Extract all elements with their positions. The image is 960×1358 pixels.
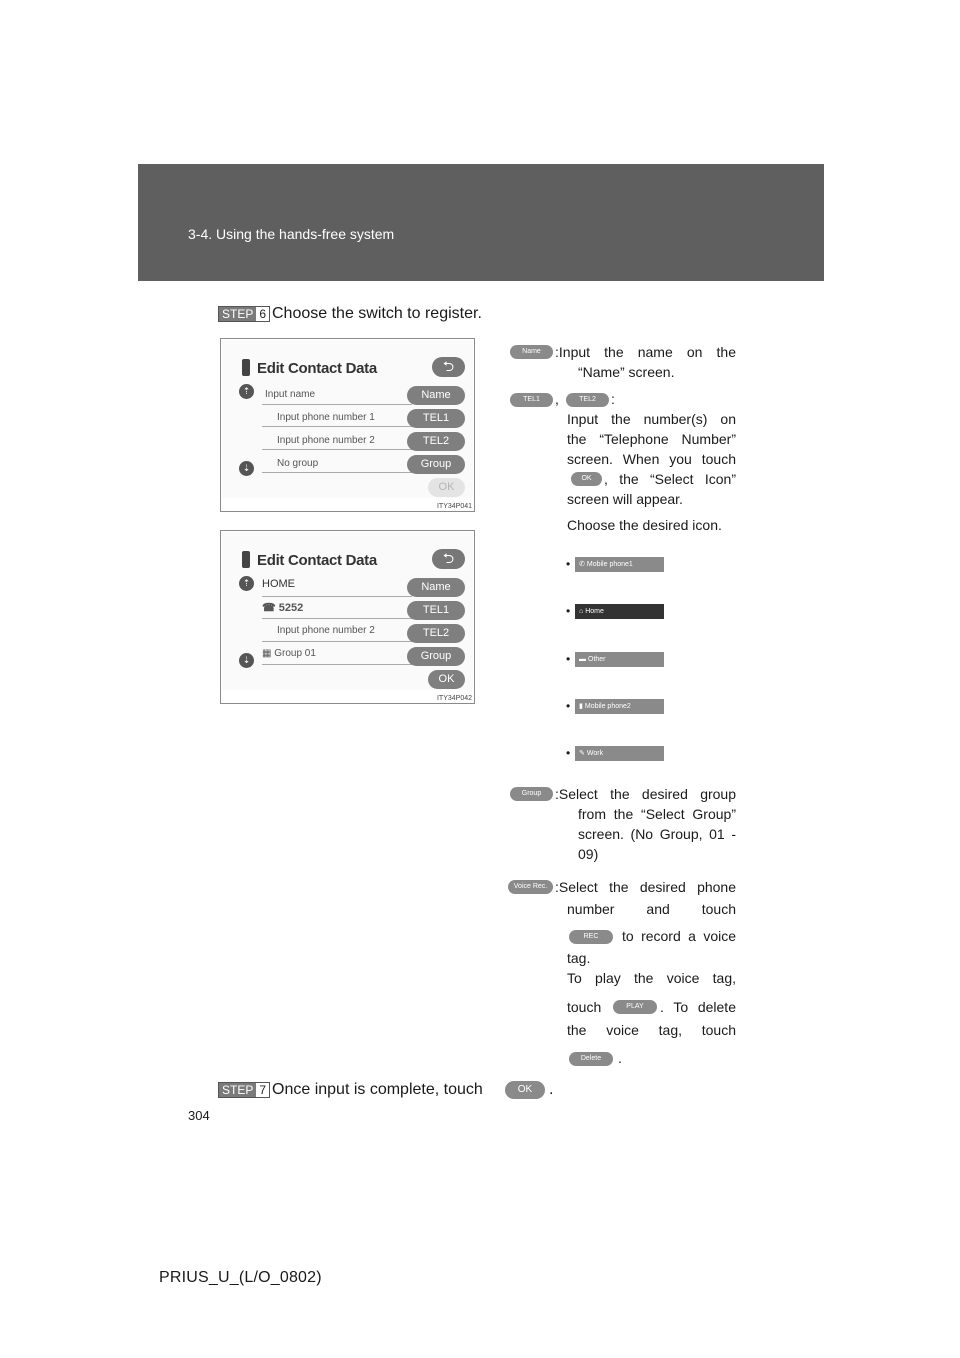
choose-icon-text: Choose the desired icon. bbox=[567, 517, 722, 533]
icon-option-mobile-phone2 bbox=[575, 699, 664, 714]
name-button-icon: Name bbox=[510, 345, 553, 359]
group-desc-line: :Select the desired group bbox=[555, 786, 736, 802]
bullet: • bbox=[566, 604, 571, 618]
icon-option-other bbox=[575, 652, 664, 667]
ok-button-disabled[interactable]: OK bbox=[428, 478, 465, 497]
voice-desc-line: . To delete bbox=[660, 999, 736, 1015]
ok-button[interactable]: OK bbox=[428, 670, 465, 689]
tel1-button[interactable]: TEL1 bbox=[407, 601, 465, 620]
figure-code: ITY34P041 bbox=[436, 503, 472, 510]
step-word: STEP bbox=[219, 307, 256, 321]
voice-desc-line: number and touch bbox=[567, 901, 736, 917]
work-icon: ✎ bbox=[579, 750, 585, 757]
tel1-button-icon: TEL1 bbox=[510, 393, 553, 407]
step-word: STEP bbox=[219, 1083, 256, 1097]
colon: : bbox=[611, 391, 615, 407]
phone-icon bbox=[242, 551, 250, 568]
scroll-up-icon[interactable]: ⇡ bbox=[239, 576, 254, 591]
bullet: • bbox=[566, 699, 571, 713]
voice-desc-line: :Select the desired phone bbox=[555, 879, 736, 895]
home-icon: ⌂ bbox=[579, 608, 584, 615]
back-button[interactable]: ⮌ bbox=[432, 549, 465, 569]
name-button[interactable]: Name bbox=[407, 386, 465, 405]
mobile-phone-icon: ▮ bbox=[579, 703, 583, 710]
group-desc-line: 09) bbox=[578, 846, 599, 862]
icon-option-mobile-phone1 bbox=[575, 557, 664, 572]
name-desc-line: “Name” screen. bbox=[578, 364, 675, 380]
footer-code: PRIUS_U_(L/O_0802) bbox=[159, 1269, 322, 1286]
row-divider bbox=[262, 664, 412, 665]
figure-code: ITY34P042 bbox=[436, 695, 472, 702]
step-number: 7 bbox=[256, 1083, 269, 1097]
header-band bbox=[138, 164, 824, 281]
row-label: Input phone number 2 bbox=[277, 435, 375, 446]
icon-option-home bbox=[575, 604, 664, 619]
step-7-badge bbox=[218, 1082, 270, 1098]
scroll-up-icon[interactable]: ⇡ bbox=[239, 384, 254, 399]
section-title: 3-4. Using the hands-free system bbox=[188, 226, 395, 242]
row-label: ▦ Group 01 bbox=[262, 648, 316, 659]
row-divider bbox=[262, 618, 412, 619]
rec-button-icon: REC bbox=[569, 930, 613, 944]
tel-desc-line: Input the number(s) on bbox=[567, 411, 736, 427]
icon-option-label: Work bbox=[586, 750, 604, 757]
voice-desc-line: To play the voice tag, bbox=[567, 970, 736, 986]
screen-display bbox=[222, 532, 473, 690]
icon-option-label: Mobile phone2 bbox=[584, 703, 631, 710]
bullet: • bbox=[566, 557, 571, 571]
other-icon: ▬ bbox=[579, 656, 586, 663]
scroll-down-icon[interactable]: ⇣ bbox=[239, 653, 254, 668]
tel1-button[interactable]: TEL1 bbox=[407, 409, 465, 428]
tel2-button[interactable]: TEL2 bbox=[407, 432, 465, 451]
mobile-phone-icon: ✆ bbox=[579, 561, 585, 568]
icon-option-label: Other bbox=[588, 656, 606, 663]
icon-option-label: Home bbox=[585, 608, 604, 615]
group-button[interactable]: Group bbox=[407, 455, 465, 474]
row-divider bbox=[262, 449, 412, 450]
voice-desc-line: to record a voice bbox=[622, 928, 736, 944]
step-6-text: Choose the switch to register. bbox=[272, 305, 482, 322]
group-button-icon: Group bbox=[510, 787, 553, 801]
row-label: ☎ 5252 bbox=[262, 602, 304, 614]
row-label: Input name bbox=[265, 389, 316, 400]
row-label: Input phone number 2 bbox=[277, 625, 375, 636]
icon-option-label: Mobile phone1 bbox=[586, 561, 633, 568]
row-divider bbox=[262, 472, 412, 473]
ok-button-icon: OK bbox=[505, 1081, 545, 1099]
row-divider bbox=[262, 596, 412, 597]
bullet: • bbox=[566, 746, 571, 760]
step-number: 6 bbox=[256, 307, 269, 321]
step-7-text: Once input is complete, touch bbox=[272, 1081, 483, 1098]
tel-desc-line: screen will appear. bbox=[567, 491, 683, 507]
phone-icon bbox=[242, 359, 250, 376]
ok-button-icon: OK bbox=[571, 472, 602, 486]
scroll-down-icon[interactable]: ⇣ bbox=[239, 461, 254, 476]
tel-desc-line: , the “Select Icon” bbox=[604, 471, 736, 487]
bullet: • bbox=[566, 652, 571, 666]
row-divider bbox=[262, 641, 412, 642]
group-desc-line: screen. (No Group, 01 - bbox=[578, 826, 736, 842]
screen-title: Edit Contact Data bbox=[257, 552, 377, 569]
screen-edit-contact-filled bbox=[220, 530, 475, 704]
tel2-button-icon: TEL2 bbox=[566, 393, 609, 407]
row-label: No group bbox=[277, 458, 319, 469]
step-7-period: . bbox=[549, 1081, 554, 1098]
screen-edit-contact-empty bbox=[220, 338, 475, 512]
group-desc-line: from the “Select Group” bbox=[578, 806, 736, 822]
period: . bbox=[618, 1050, 622, 1066]
comma: , bbox=[555, 391, 559, 407]
touch-word: touch bbox=[567, 999, 602, 1015]
delete-button-icon: Delete bbox=[569, 1052, 613, 1066]
tel2-button[interactable]: TEL2 bbox=[407, 624, 465, 643]
name-desc-line: :Input the name on the bbox=[555, 344, 736, 360]
screen-title: Edit Contact Data bbox=[257, 360, 377, 377]
voice-rec-button-icon: Voice Rec. bbox=[508, 880, 553, 894]
page-number: 304 bbox=[188, 1108, 210, 1123]
screen-display bbox=[222, 340, 473, 498]
group-button[interactable]: Group bbox=[407, 647, 465, 666]
tel-desc-line: screen. When you touch bbox=[567, 451, 736, 467]
back-button[interactable]: ⮌ bbox=[432, 357, 465, 377]
group-name: Group 01 bbox=[274, 648, 316, 659]
tel-desc-line: the “Telephone Number” bbox=[567, 431, 736, 447]
row-label: Input phone number 1 bbox=[277, 412, 375, 423]
voice-desc-line: tag. bbox=[567, 950, 591, 966]
row-divider bbox=[262, 426, 412, 427]
voice-desc-line: the voice tag, touch bbox=[567, 1022, 736, 1038]
row-label: HOME bbox=[262, 578, 295, 590]
icon-option-work bbox=[575, 746, 664, 761]
step-6-badge bbox=[218, 306, 270, 322]
name-button[interactable]: Name bbox=[407, 578, 465, 597]
play-button-icon: PLAY bbox=[613, 1000, 657, 1014]
phone-number: 5252 bbox=[278, 602, 304, 614]
row-divider bbox=[262, 404, 412, 405]
